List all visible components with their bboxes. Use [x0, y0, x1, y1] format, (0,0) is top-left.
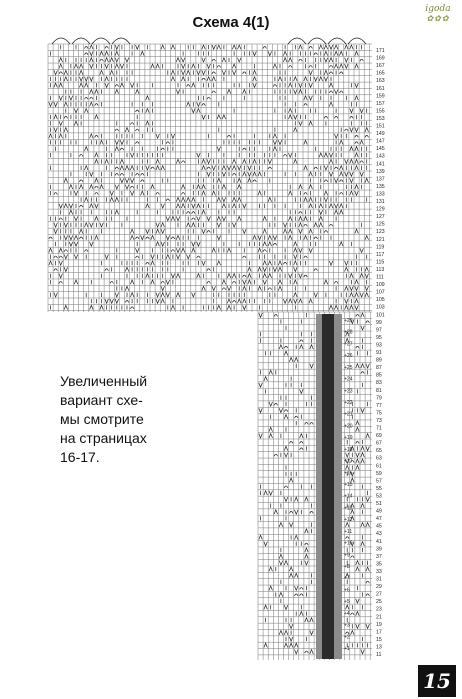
strip-row-number: +18 — [344, 446, 353, 453]
row-number: 143 — [376, 153, 385, 160]
row-number: 145 — [376, 146, 385, 153]
chart-lower-grid — [258, 312, 372, 660]
row-number: 65 — [376, 448, 382, 455]
strip-row-number: +12 — [344, 517, 353, 524]
row-number: 131 — [376, 199, 385, 205]
row-number: 157 — [376, 100, 385, 107]
row-number: 87 — [376, 365, 382, 372]
row-number: 31 — [376, 576, 382, 583]
row-number: 111 — [376, 274, 384, 281]
row-number: 171 — [376, 48, 385, 54]
strip-row-number: +17 — [344, 458, 353, 465]
row-number: 119 — [376, 244, 385, 251]
row-number: 149 — [376, 131, 385, 138]
row-number: 11 — [376, 652, 382, 658]
strip-row-number: +13 — [344, 505, 353, 512]
strip-row-number: +4 — [344, 610, 350, 617]
row-number: 161 — [376, 85, 385, 92]
row-number: 115 — [376, 259, 385, 266]
row-number: 163 — [376, 78, 385, 85]
row-number: 91 — [376, 350, 382, 356]
row-number: 151 — [376, 123, 385, 130]
row-number: 135 — [376, 183, 385, 190]
row-number: 165 — [376, 70, 385, 77]
row-number: 79 — [376, 395, 382, 402]
row-number: 97 — [376, 327, 382, 334]
logo-flourish-icon: ✿✿✿ — [426, 14, 450, 23]
row-number: 15 — [376, 636, 382, 643]
strip-row-number: +19 — [344, 435, 353, 442]
row-number: 17 — [376, 629, 382, 636]
row-number: 129 — [376, 206, 385, 213]
row-number: 117 — [376, 251, 385, 258]
note-line: вариант схе- — [60, 392, 143, 408]
brand-logo — [418, 4, 458, 28]
strip-row-number: +28 — [344, 329, 353, 336]
row-number: 57 — [376, 478, 382, 485]
row-number: 141 — [376, 161, 385, 168]
strip-row-number: +1 — [344, 646, 350, 652]
strip-row-number: +27 — [344, 341, 353, 348]
row-number: 25 — [376, 599, 382, 606]
strip-row-number: +3 — [344, 622, 350, 629]
row-number: 95 — [376, 334, 382, 341]
row-number: 167 — [376, 63, 385, 70]
strip-row-number: +2 — [344, 634, 350, 641]
row-number: 101 — [376, 312, 385, 319]
logo-text: igoda — [425, 4, 451, 14]
row-number: 81 — [376, 387, 382, 394]
row-number: 83 — [376, 380, 382, 387]
note-line: 16-17. — [60, 449, 100, 465]
row-number: 89 — [376, 357, 382, 364]
strip-row-number: +7 — [344, 575, 350, 582]
row-number: 139 — [376, 168, 385, 175]
row-number: 41 — [376, 538, 382, 545]
row-number: 113 — [376, 266, 385, 273]
row-number: 47 — [376, 516, 382, 523]
top-cable-arcs — [52, 38, 366, 44]
strip-row-number: +21 — [344, 411, 353, 418]
row-number: 75 — [376, 410, 382, 417]
row-number: 159 — [376, 93, 385, 100]
strip-row-number: +25 — [344, 364, 353, 371]
chart-title: Схема 4(1) — [192, 14, 270, 31]
strip-row-number: +6 — [344, 587, 350, 594]
strip-row-number: +15 — [344, 482, 353, 488]
strip-row-number: +10 — [344, 540, 353, 547]
row-number: 107 — [376, 289, 385, 296]
enlarged-version-note — [60, 372, 210, 467]
row-number: 123 — [376, 229, 385, 236]
row-number: 13 — [376, 644, 382, 651]
row-number: 21 — [376, 614, 382, 621]
row-number: 77 — [376, 402, 382, 409]
row-number: 69 — [376, 433, 382, 440]
row-number: 155 — [376, 108, 385, 115]
row-number: 19 — [376, 621, 382, 628]
row-number: 147 — [376, 138, 385, 145]
row-number: 71 — [376, 425, 382, 432]
strip-row-number: +8 — [344, 564, 350, 570]
row-number: 85 — [376, 372, 382, 379]
cable-strip-core — [322, 314, 334, 659]
note-line: Увеличенный — [60, 373, 148, 389]
strip-row-number: +24 — [344, 376, 353, 383]
strip-row-number: +20 — [344, 423, 353, 430]
row-number: 59 — [376, 470, 382, 477]
row-number: 35 — [376, 561, 382, 568]
row-number: 121 — [376, 236, 385, 243]
note-line: мы смотрите — [60, 411, 144, 427]
row-number: 33 — [376, 568, 382, 575]
row-number: 137 — [376, 176, 385, 183]
row-number: 133 — [376, 191, 385, 198]
page-number: 15 — [418, 665, 456, 697]
row-number: 73 — [376, 417, 382, 424]
row-number: 63 — [376, 455, 382, 462]
strip-row-number: +22 — [344, 400, 353, 406]
row-number: 27 — [376, 591, 382, 598]
row-number: 29 — [376, 584, 382, 590]
row-number: 51 — [376, 501, 382, 507]
row-number: 37 — [376, 553, 382, 560]
row-number: 93 — [376, 342, 382, 349]
row-number: 23 — [376, 606, 382, 613]
row-number: 99 — [376, 319, 382, 326]
row-number: 105 — [376, 297, 385, 304]
strip-row-number: +9 — [344, 552, 350, 559]
strip-row-number: +16 — [344, 470, 353, 477]
row-number: 61 — [376, 463, 382, 470]
row-number: 103 — [376, 304, 385, 311]
row-number: 55 — [376, 485, 382, 492]
row-number: 127 — [376, 214, 385, 221]
strip-row-number: +23 — [344, 388, 353, 395]
row-number: 45 — [376, 523, 382, 530]
strip-row-number: +5 — [344, 599, 350, 606]
row-number: 67 — [376, 440, 382, 447]
row-number: 125 — [376, 221, 385, 228]
row-number: 39 — [376, 546, 382, 553]
row-number: 49 — [376, 508, 382, 515]
row-number: 53 — [376, 493, 382, 500]
strip-row-number: +14 — [344, 493, 353, 500]
strip-row-number: +26 — [344, 353, 353, 360]
note-line: на страницах — [60, 430, 147, 446]
strip-row-number: +29 — [344, 318, 353, 324]
row-number: 43 — [376, 531, 382, 538]
row-number: 153 — [376, 116, 385, 122]
strip-row-number: +11 — [344, 528, 353, 535]
row-number: 169 — [376, 55, 385, 62]
row-number: 109 — [376, 282, 385, 288]
